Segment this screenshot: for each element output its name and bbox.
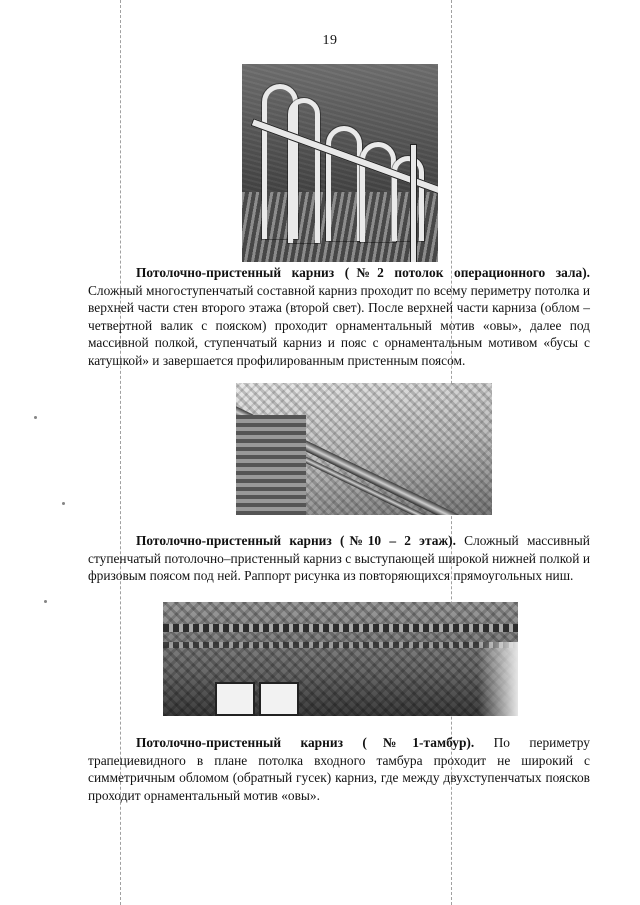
photo-ceiling-cornice [236, 383, 492, 515]
paragraph [88, 264, 590, 369]
cornice-band [163, 624, 518, 632]
fence-arch [326, 126, 362, 241]
photo-arched-fence [242, 64, 438, 262]
scan-speck [44, 600, 47, 603]
window [215, 682, 255, 716]
photo-vestibule-cornice [163, 602, 518, 716]
photo-highlight [478, 642, 518, 716]
paragraph-body: Сложный массивный ступенчатый потолочно–пристенный карниз с выступающей широкой нижней полкой и фризовым поясом под ней. Раппорт рисунка из повторяющихся прямоугольных ниш. [88, 533, 590, 583]
scan-speck [62, 502, 65, 505]
paragraph-heading: Потолочно-пристенный карниз (№2 потолок операционного зала). [136, 265, 590, 280]
wall-section [236, 415, 306, 515]
fence-arch [392, 156, 424, 241]
scan-speck [34, 416, 37, 419]
fence-arch [360, 142, 396, 242]
paragraph [88, 734, 590, 804]
fence-post [410, 144, 417, 262]
fence-arch [288, 98, 320, 243]
cornice-band [163, 642, 518, 648]
paragraph-body: Сложный многоступенчатый составной карниз проходит по всему периметру потолка и верхней части стен второго этажа (второй свет). После верхней части карниза (облом – четвертной валик с пояском) проходит орнаментальный мотив «овы», далее под массивной полкой, ступенчатый карниз и пояс с орнаментальным мотивом «бусы с катушкой» и завершается профилированным пристенным поясом. [88, 282, 590, 368]
paragraph-heading: Потолочно-пристенный карниз (№1-тамбур). [136, 735, 475, 750]
paragraph-heading: Потолочно-пристенный карниз (№10 – 2 этаж). [136, 533, 456, 548]
paragraph-body: По периметру трапециевидного в плане потолка входного тамбура проходит не широкий с симметричным обломом (обратный гусек) карниз, где между двухступенчатых поясков проходит орнаментальный мотив «овы». [88, 735, 590, 803]
page-number: 19 [322, 33, 338, 48]
window [259, 682, 299, 716]
paragraph [88, 532, 590, 585]
